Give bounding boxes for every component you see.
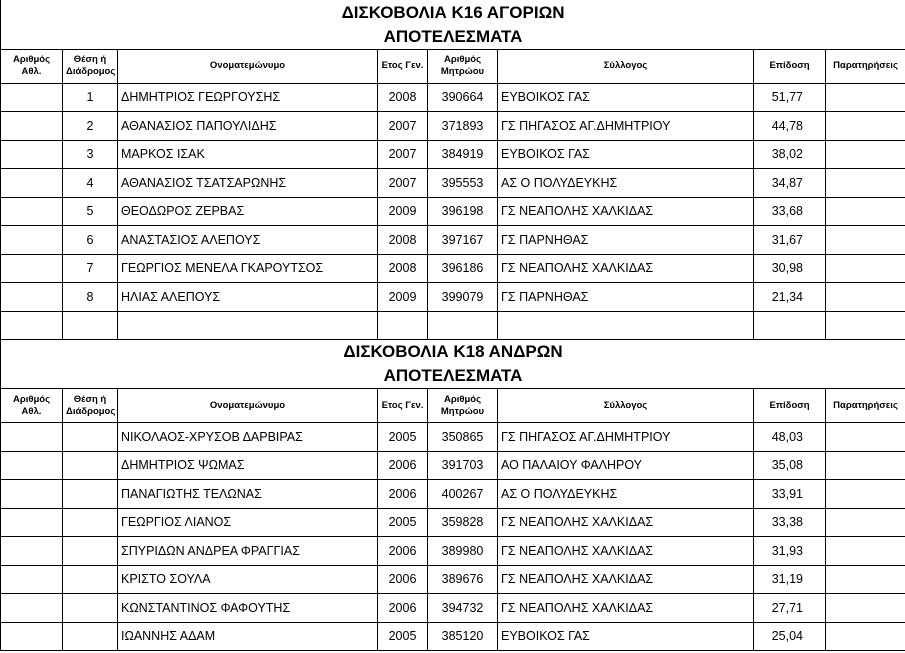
notes-cell[interactable] <box>826 169 905 198</box>
place-cell[interactable] <box>63 508 118 537</box>
athlete-number-cell[interactable] <box>1 565 63 594</box>
birth-year-cell[interactable]: 2005 <box>378 508 428 537</box>
registry-cell[interactable] <box>428 311 498 340</box>
table-row <box>1 594 905 623</box>
performance-cell[interactable]: 25,04 <box>754 622 826 651</box>
athlete-number-cell[interactable] <box>1 83 63 112</box>
club-cell[interactable]: ΑΟ ΠΑΛΑΙΟΥ ΦΑΛΗΡΟΥ <box>498 451 754 480</box>
name-cell[interactable]: ΚΩΝΣΤΑΝΤΙΝΟΣ ΦΑΦΟΥΤΗΣ <box>118 594 378 623</box>
col-header-notes: Παρατηρήσεις <box>826 389 905 423</box>
place-cell[interactable]: 2 <box>63 112 118 141</box>
club-cell[interactable] <box>498 311 754 340</box>
name-cell[interactable]: ΓΕΩΡΓΙΟΣ ΜΕΝΕΛΑ ΓΚΑΡΟΥΤΣΟΣ <box>118 254 378 283</box>
club-cell[interactable]: ΓΣ ΝΕΑΠΟΛΗΣ ΧΑΛΚΙΔΑΣ <box>498 197 754 226</box>
table-row <box>1 311 905 340</box>
notes-cell[interactable] <box>826 226 905 255</box>
performance-cell[interactable]: 33,68 <box>754 197 826 226</box>
table-row <box>1 169 905 198</box>
athlete-number-cell[interactable] <box>1 311 63 340</box>
registry-cell[interactable]: 400267 <box>428 480 498 509</box>
club-cell[interactable]: ΕΥΒΟΙΚΟΣ ΓΑΣ <box>498 622 754 651</box>
club-cell[interactable]: ΓΣ ΠΗΓΑΣΟΣ ΑΓ.ΔΗΜΗΤΡΙΟΥ <box>498 423 754 452</box>
registry-cell[interactable]: 397167 <box>428 226 498 255</box>
club-cell[interactable]: ΑΣ Ο ΠΟΛΥΔΕΥΚΗΣ <box>498 480 754 509</box>
table-row <box>1 565 905 594</box>
club-cell[interactable]: ΓΣ ΝΕΑΠΟΛΗΣ ΧΑΛΚΙΔΑΣ <box>498 565 754 594</box>
name-cell[interactable]: ΗΛΙΑΣ ΑΛΕΠΟΥΣ <box>118 283 378 312</box>
name-cell[interactable]: ΑΘΑΝΑΣΙΟΣ ΠΑΠΟΥΛΙΔΗΣ <box>118 112 378 141</box>
col-header-club: Σύλλογος <box>498 49 754 83</box>
name-cell[interactable]: ΔΗΜΗΤΡΙΟΣ ΨΩΜΑΣ <box>118 451 378 480</box>
place-cell[interactable] <box>63 423 118 452</box>
birth-year-cell[interactable]: 2007 <box>378 140 428 169</box>
registry-cell[interactable]: 385120 <box>428 622 498 651</box>
registry-cell[interactable]: 389980 <box>428 537 498 566</box>
name-cell[interactable]: ΜΑΡΚΟΣ ΙΣΑΚ <box>118 140 378 169</box>
registry-cell[interactable]: 359828 <box>428 508 498 537</box>
registry-cell[interactable]: 395553 <box>428 169 498 198</box>
col-header-registry: Αριθμός Μητρώου <box>428 49 498 83</box>
section-title: ΔΙΣΚΟΒΟΛΙΑ Κ18 ΑΝΔΡΩΝ <box>1 340 905 365</box>
name-cell[interactable]: ΘΕΟΔΩΡΟΣ ΖΕΡΒΑΣ <box>118 197 378 226</box>
table-row <box>1 140 905 169</box>
table-row <box>1 451 905 480</box>
club-cell[interactable]: ΑΣ Ο ΠΟΛΥΔΕΥΚΗΣ <box>498 169 754 198</box>
athlete-number-cell[interactable] <box>1 169 63 198</box>
birth-year-cell[interactable]: 2008 <box>378 83 428 112</box>
place-cell[interactable] <box>63 480 118 509</box>
notes-cell[interactable] <box>826 480 905 509</box>
registry-cell[interactable]: 350865 <box>428 423 498 452</box>
name-cell[interactable]: ΣΠΥΡΙΔΩΝ ΑΝΔΡΕΑ ΦΡΑΓΓΙΑΣ <box>118 537 378 566</box>
name-cell[interactable] <box>118 311 378 340</box>
table-row <box>1 537 905 566</box>
table-row <box>1 480 905 509</box>
performance-cell[interactable]: 31,93 <box>754 537 826 566</box>
registry-cell[interactable]: 391703 <box>428 451 498 480</box>
name-cell[interactable]: ΙΩΑΝΝΗΣ ΑΔΑΜ <box>118 622 378 651</box>
col-header-notes: Παρατηρήσεις <box>826 49 905 83</box>
athlete-number-cell[interactable] <box>1 480 63 509</box>
section-subtitle: ΑΠΟΤΕΛΕΣΜΑΤΑ <box>1 25 905 49</box>
athlete-number-cell[interactable] <box>1 594 63 623</box>
club-cell[interactable]: ΕΥΒΟΙΚΟΣ ΓΑΣ <box>498 83 754 112</box>
notes-cell[interactable] <box>826 622 905 651</box>
table-row <box>1 283 905 312</box>
notes-cell[interactable] <box>826 254 905 283</box>
notes-cell[interactable] <box>826 537 905 566</box>
club-cell[interactable]: ΓΣ ΠΑΡΝΗΘΑΣ <box>498 226 754 255</box>
athlete-number-cell[interactable] <box>1 197 63 226</box>
place-cell[interactable]: 6 <box>63 226 118 255</box>
table-row <box>1 423 905 452</box>
section-title: ΔΙΣΚΟΒΟΛΙΑ Κ16 ΑΓΟΡΙΩΝ <box>1 0 905 25</box>
place-cell[interactable]: 8 <box>63 283 118 312</box>
performance-cell[interactable]: 21,34 <box>754 283 826 312</box>
notes-cell[interactable] <box>826 508 905 537</box>
col-header-registry: Αριθμός Μητρώου <box>428 389 498 423</box>
birth-year-cell[interactable]: 2007 <box>378 112 428 141</box>
col-header-place: Θέση ή Διάδρομος <box>63 49 118 83</box>
athlete-number-cell[interactable] <box>1 140 63 169</box>
notes-cell[interactable] <box>826 112 905 141</box>
performance-cell[interactable]: 34,87 <box>754 169 826 198</box>
athlete-number-cell[interactable] <box>1 423 63 452</box>
col-header-place: Θέση ή Διάδρομος <box>63 389 118 423</box>
club-cell[interactable]: ΕΥΒΟΙΚΟΣ ΓΑΣ <box>498 140 754 169</box>
section-title-row <box>1 340 905 365</box>
place-cell[interactable]: 3 <box>63 140 118 169</box>
place-cell[interactable] <box>63 311 118 340</box>
name-cell[interactable]: ΔΗΜΗΤΡΙΟΣ ΓΕΩΡΓΟΥΣΗΣ <box>118 83 378 112</box>
club-cell[interactable]: ΓΣ ΝΕΑΠΟΛΗΣ ΧΑΛΚΙΔΑΣ <box>498 594 754 623</box>
col-header-birth-year: Ετος Γεν. <box>378 389 428 423</box>
registry-cell[interactable]: 399079 <box>428 283 498 312</box>
table-row <box>1 112 905 141</box>
performance-cell[interactable]: 30,98 <box>754 254 826 283</box>
notes-cell[interactable] <box>826 423 905 452</box>
registry-cell[interactable]: 396198 <box>428 197 498 226</box>
section-title-row <box>1 0 905 25</box>
birth-year-cell[interactable]: 2009 <box>378 197 428 226</box>
place-cell[interactable]: 5 <box>63 197 118 226</box>
column-header-row <box>1 49 905 83</box>
place-cell[interactable]: 4 <box>63 169 118 198</box>
table-row <box>1 622 905 651</box>
col-header-birth-year: Ετος Γεν. <box>378 49 428 83</box>
name-cell[interactable]: ΓΕΩΡΓΙΟΣ ΛΙΑΝΟΣ <box>118 508 378 537</box>
performance-cell[interactable]: 31,19 <box>754 565 826 594</box>
name-cell[interactable]: ΑΘΑΝΑΣΙΟΣ ΤΣΑΤΣΑΡΩΝΗΣ <box>118 169 378 198</box>
place-cell[interactable] <box>63 594 118 623</box>
place-cell[interactable] <box>63 537 118 566</box>
registry-cell[interactable]: 384919 <box>428 140 498 169</box>
column-header-row <box>1 389 905 423</box>
performance-cell[interactable]: 33,38 <box>754 508 826 537</box>
notes-cell[interactable] <box>826 197 905 226</box>
place-cell[interactable] <box>63 451 118 480</box>
registry-cell[interactable]: 371893 <box>428 112 498 141</box>
col-header-performance: Επίδοση <box>754 49 826 83</box>
notes-cell[interactable] <box>826 140 905 169</box>
performance-cell[interactable]: 38,02 <box>754 140 826 169</box>
athlete-number-cell[interactable] <box>1 537 63 566</box>
registry-cell[interactable]: 390664 <box>428 83 498 112</box>
table-row <box>1 508 905 537</box>
name-cell[interactable]: ΝΙΚΟΛΑΟΣ-ΧΡΥΣΟΒ ΔΑΡΒΙΡΑΣ <box>118 423 378 452</box>
athlete-number-cell[interactable] <box>1 508 63 537</box>
birth-year-cell[interactable]: 2006 <box>378 565 428 594</box>
club-cell[interactable]: ΓΣ ΠΗΓΑΣΟΣ ΑΓ.ΔΗΜΗΤΡΙΟΥ <box>498 112 754 141</box>
athlete-number-cell[interactable] <box>1 451 63 480</box>
place-cell[interactable] <box>63 565 118 594</box>
birth-year-cell[interactable]: 2008 <box>378 226 428 255</box>
athlete-number-cell[interactable] <box>1 283 63 312</box>
registry-cell[interactable]: 396186 <box>428 254 498 283</box>
birth-year-cell[interactable] <box>378 311 428 340</box>
notes-cell[interactable] <box>826 311 905 340</box>
birth-year-cell[interactable]: 2005 <box>378 622 428 651</box>
table-row <box>1 83 905 112</box>
birth-year-cell[interactable]: 2008 <box>378 254 428 283</box>
performance-cell[interactable]: 51,77 <box>754 83 826 112</box>
performance-cell[interactable]: 27,71 <box>754 594 826 623</box>
athlete-number-cell[interactable] <box>1 254 63 283</box>
col-header-athlete-number: Αριθμός Αθλ. <box>1 49 63 83</box>
name-cell[interactable]: ΑΝΑΣΤΑΣΙΟΣ ΑΛΕΠΟΥΣ <box>118 226 378 255</box>
birth-year-cell[interactable]: 2009 <box>378 283 428 312</box>
birth-year-cell[interactable]: 2006 <box>378 594 428 623</box>
col-header-name: Ονοματεμώνυμο <box>118 389 378 423</box>
birth-year-cell[interactable]: 2005 <box>378 423 428 452</box>
club-cell[interactable]: ΓΣ ΝΕΑΠΟΛΗΣ ΧΑΛΚΙΔΑΣ <box>498 537 754 566</box>
club-cell[interactable]: ΓΣ ΝΕΑΠΟΛΗΣ ΧΑΛΚΙΔΑΣ <box>498 254 754 283</box>
club-cell[interactable]: ΓΣ ΝΕΑΠΟΛΗΣ ΧΑΛΚΙΔΑΣ <box>498 508 754 537</box>
notes-cell[interactable] <box>826 565 905 594</box>
performance-cell[interactable] <box>754 311 826 340</box>
birth-year-cell[interactable]: 2006 <box>378 537 428 566</box>
notes-cell[interactable] <box>826 283 905 312</box>
notes-cell[interactable] <box>826 594 905 623</box>
performance-cell[interactable]: 35,08 <box>754 451 826 480</box>
table-row <box>1 254 905 283</box>
athlete-number-cell[interactable] <box>1 226 63 255</box>
athlete-number-cell[interactable] <box>1 112 63 141</box>
section-subtitle-row <box>1 365 905 389</box>
performance-cell[interactable]: 44,78 <box>754 112 826 141</box>
athlete-number-cell[interactable] <box>1 622 63 651</box>
club-cell[interactable]: ΓΣ ΠΑΡΝΗΘΑΣ <box>498 283 754 312</box>
table-row <box>1 197 905 226</box>
col-header-athlete-number: Αριθμός Αθλ. <box>1 389 63 423</box>
table-row <box>1 226 905 255</box>
name-cell[interactable]: ΚΡΙΣΤΟ ΣΟΥΛΑ <box>118 565 378 594</box>
birth-year-cell[interactable]: 2006 <box>378 451 428 480</box>
section-subtitle-row <box>1 25 905 49</box>
place-cell[interactable] <box>63 622 118 651</box>
birth-year-cell[interactable]: 2006 <box>378 480 428 509</box>
col-header-name: Ονοματεμώνυμο <box>118 49 378 83</box>
performance-cell[interactable]: 48,03 <box>754 423 826 452</box>
section-subtitle: ΑΠΟΤΕΛΕΣΜΑΤΑ <box>1 365 905 389</box>
name-cell[interactable]: ΠΑΝΑΓΙΩΤΗΣ ΤΕΛΩΝΑΣ <box>118 480 378 509</box>
col-header-club: Σύλλογος <box>498 389 754 423</box>
col-header-performance: Επίδοση <box>754 389 826 423</box>
performance-cell[interactable]: 31,67 <box>754 226 826 255</box>
performance-cell[interactable]: 33,91 <box>754 480 826 509</box>
registry-cell[interactable]: 394732 <box>428 594 498 623</box>
notes-cell[interactable] <box>826 451 905 480</box>
place-cell[interactable]: 1 <box>63 83 118 112</box>
notes-cell[interactable] <box>826 83 905 112</box>
birth-year-cell[interactable]: 2007 <box>378 169 428 198</box>
registry-cell[interactable]: 389676 <box>428 565 498 594</box>
place-cell[interactable]: 7 <box>63 254 118 283</box>
